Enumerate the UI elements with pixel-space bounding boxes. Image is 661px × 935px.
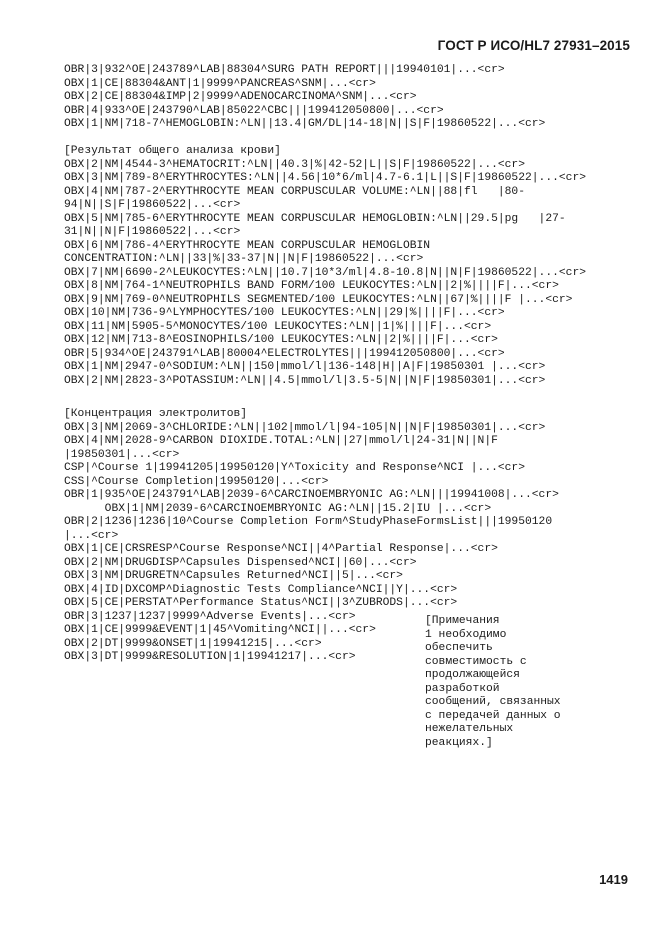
- document-header: ГОСТ Р ИСО/HL7 27931–2015: [437, 38, 630, 53]
- page-number: 1419: [599, 872, 628, 887]
- note-line: обеспечить: [425, 642, 493, 654]
- note-line: нежелательных: [425, 723, 514, 735]
- hl7-segment-line: OBX|4|ID|DXCOMP^Diagnostic Tests Compliance^NCI||Y|...<cr>: [64, 583, 458, 596]
- hl7-segment-line: OBX|1|NM|2947-0^SODIUM:^LN||150|mmol/l|136-148|H||A|F|19850301 |...<cr>: [64, 361, 546, 373]
- hl7-segment-line: OBX|4|NM|787-2^ERYTHROCYTE MEAN CORPUSCULAR VOLUME:^LN||88|fl |80-: [64, 185, 525, 198]
- hl7-segment-line: OBX|11|NM|5905-5^MONOCYTES/100 LEUKOCYTES:^LN||1|%||||F|...<cr>: [64, 320, 492, 333]
- hl7-segment-line: OBX|9|NM|769-0^NEUTROPHILS SEGMENTED/100 LEUKOCYTES:^LN||67|%||||F |...<cr>: [64, 293, 573, 306]
- hl7-segment-line: OBR|1|935^OE|243791^LAB|2039-6^CARCINOEMBRYONIC AG:^LN|||19941008|...<cr>: [64, 489, 559, 501]
- hl7-segment-line: OBX|8|NM|764-1^NEUTROPHILS BAND FORM/100 LEUKOCYTES:^LN||2|%||||F|...<cr>: [64, 280, 559, 292]
- hl7-segment-line: CSS|^Course Completion|19950120|...<cr>: [64, 475, 329, 488]
- note-line: сообщений, связанных: [425, 696, 561, 708]
- note-line: 1 необходимо: [425, 628, 507, 641]
- hl7-segment-line: OBX|1|CE|88304&ANT|1|9999^PANCREAS^SNM|...<cr>: [64, 77, 376, 90]
- hl7-segment-line: OBX|4|NM|2028-9^CARBON DIOXIDE.TOTAL:^LN||27|mmol/l|24-31|N||N|F: [64, 435, 498, 447]
- hl7-segment-line: OBR|5|934^OE|243791^LAB|80004^ELECTROLYTES|||199412050800|...<cr>: [64, 347, 505, 360]
- hl7-segment-line: |...<cr>: [64, 529, 119, 542]
- hl7-segment-line: OBX|2|DT|9999&ONSET|1|19941215|...<cr>: [64, 637, 322, 650]
- hl7-segment-line: OBX|5|CE|PERSTAT^Performance Status^NCI||3^ZUBRODS|...<cr>: [64, 597, 458, 609]
- hl7-segment-line: OBX|10|NM|736-9^LYMPHOCYTES/100 LEUKOCYTES:^LN||29|%||||F|...<cr>: [64, 307, 505, 319]
- note-line: разработкой: [425, 682, 500, 695]
- hl7-segment-line: OBR|4|933^OE|243790^LAB|85022^CBC|||199412050800|...<cr>: [64, 104, 444, 117]
- note-line: продолжающейся: [425, 669, 520, 681]
- hl7-segment-line: OBX|12|NM|713-8^EOSINOPHILS/100 LEUKOCYTES:^LN||2|%||||F|...<cr>: [64, 334, 498, 346]
- hl7-segment-line: |19850301|...<cr>: [64, 448, 180, 461]
- message-block-lab-orders: [64, 64, 545, 132]
- hl7-segment-line: OBX|2|CE|88304&IMP|2|9999^ADENOCARCINOMA^SNM|...<cr>: [64, 91, 417, 103]
- side-note: [425, 615, 590, 750]
- hl7-segment-line: OBX|6|NM|786-4^ERYTHROCYTE MEAN CORPUSCULAR HEMOGLOBIN: [64, 239, 431, 252]
- note-line: реакциях.]: [425, 736, 493, 749]
- note-line: с передачей данных о: [425, 709, 561, 722]
- hl7-segment-line: [Концентрация электролитов]: [64, 408, 248, 420]
- hl7-segment-line: OBX|3|DT|9999&RESOLUTION|1|19941217|...<cr>: [64, 651, 356, 663]
- hl7-segment-line: OBX|2|NM|DRUGDISP^Capsules Dispensed^NCI||60|...<cr>: [64, 556, 417, 569]
- hl7-segment-line: OBR|3|1237|1237|9999^Adverse Events|...<cr>: [64, 610, 356, 623]
- hl7-segment-line: OBX|1|NM|2039-6^CARCINOEMBRYONIC AG:^LN||15.2|IU |...<cr>: [64, 502, 492, 515]
- hl7-segment-line: OBX|5|NM|785-6^ERYTHROCYTE MEAN CORPUSCULAR HEMOGLOBIN:^LN||29.5|pg |27-: [64, 212, 566, 225]
- hl7-segment-line: OBX|7|NM|6690-2^LEUKOCYTES:^LN||10.7|10*3/ml|4.8-10.8|N||N|F|19860522|...<cr>: [64, 266, 587, 279]
- hl7-segment-line: OBR|2|1236|1236|10^Course Completion Form^StudyPhaseFormsList|||19950120: [64, 516, 553, 528]
- hl7-segment-line: OBX|3|NM|789-8^ERYTHROCYTES:^LN||4.56|10*6/ml|4.7-6.1|L||S|F|19860522|...<cr>: [64, 172, 587, 184]
- hl7-segment-line: OBX|1|CE|9999&EVENT|1|45^Vomiting^NCI||...<cr>: [64, 624, 376, 636]
- hl7-segment-line: 94|N||S|F|19860522|...<cr>: [64, 199, 241, 211]
- message-block-blood-count: [64, 145, 586, 388]
- hl7-segment-line: CSP|^Course 1|19941205|19950120|Y^Toxicity and Response^NCI |...<cr>: [64, 462, 525, 474]
- hl7-segment-line: 31|N||N|F|19860522|...<cr>: [64, 226, 241, 238]
- hl7-segment-line: OBX|2|NM|4544-3^HEMATOCRIT:^LN||40.3|%|42-52|L||S|F|19860522|...<cr>: [64, 158, 525, 171]
- hl7-segment-line: OBX|1|NM|718-7^HEMOGLOBIN:^LN||13.4|GM/DL|14-18|N||S|F|19860522|...<cr>: [64, 118, 546, 130]
- hl7-segment-line: OBX|3|NM|DRUGRETN^Capsules Returned^NCI||5|...<cr>: [64, 570, 403, 582]
- hl7-segment-line: OBX|1|CE|CRSRESP^Course Response^NCI||4^Partial Response|...<cr>: [64, 543, 498, 555]
- hl7-segment-line: [Результат общего анализа крови]: [64, 145, 281, 157]
- hl7-segment-line: OBX|2|NM|2823-3^POTASSIUM:^LN||4.5|mmol/l|3.5-5|N||N|F|19850301|...<cr>: [64, 374, 546, 387]
- hl7-segment-line: CONCENTRATION:^LN||33|%|33-37|N||N|F|19860522|...<cr>: [64, 253, 424, 265]
- note-line: [Примечания: [425, 615, 500, 627]
- note-line: совместимость с: [425, 655, 527, 668]
- hl7-segment-line: OBR|3|932^OE|243789^LAB|88304^SURG PATH REPORT|||19940101|...<cr>: [64, 64, 505, 76]
- hl7-segment-line: OBX|3|NM|2069-3^CHLORIDE:^LN||102|mmol/l|94-105|N||N|F|19850301|...<cr>: [64, 421, 546, 434]
